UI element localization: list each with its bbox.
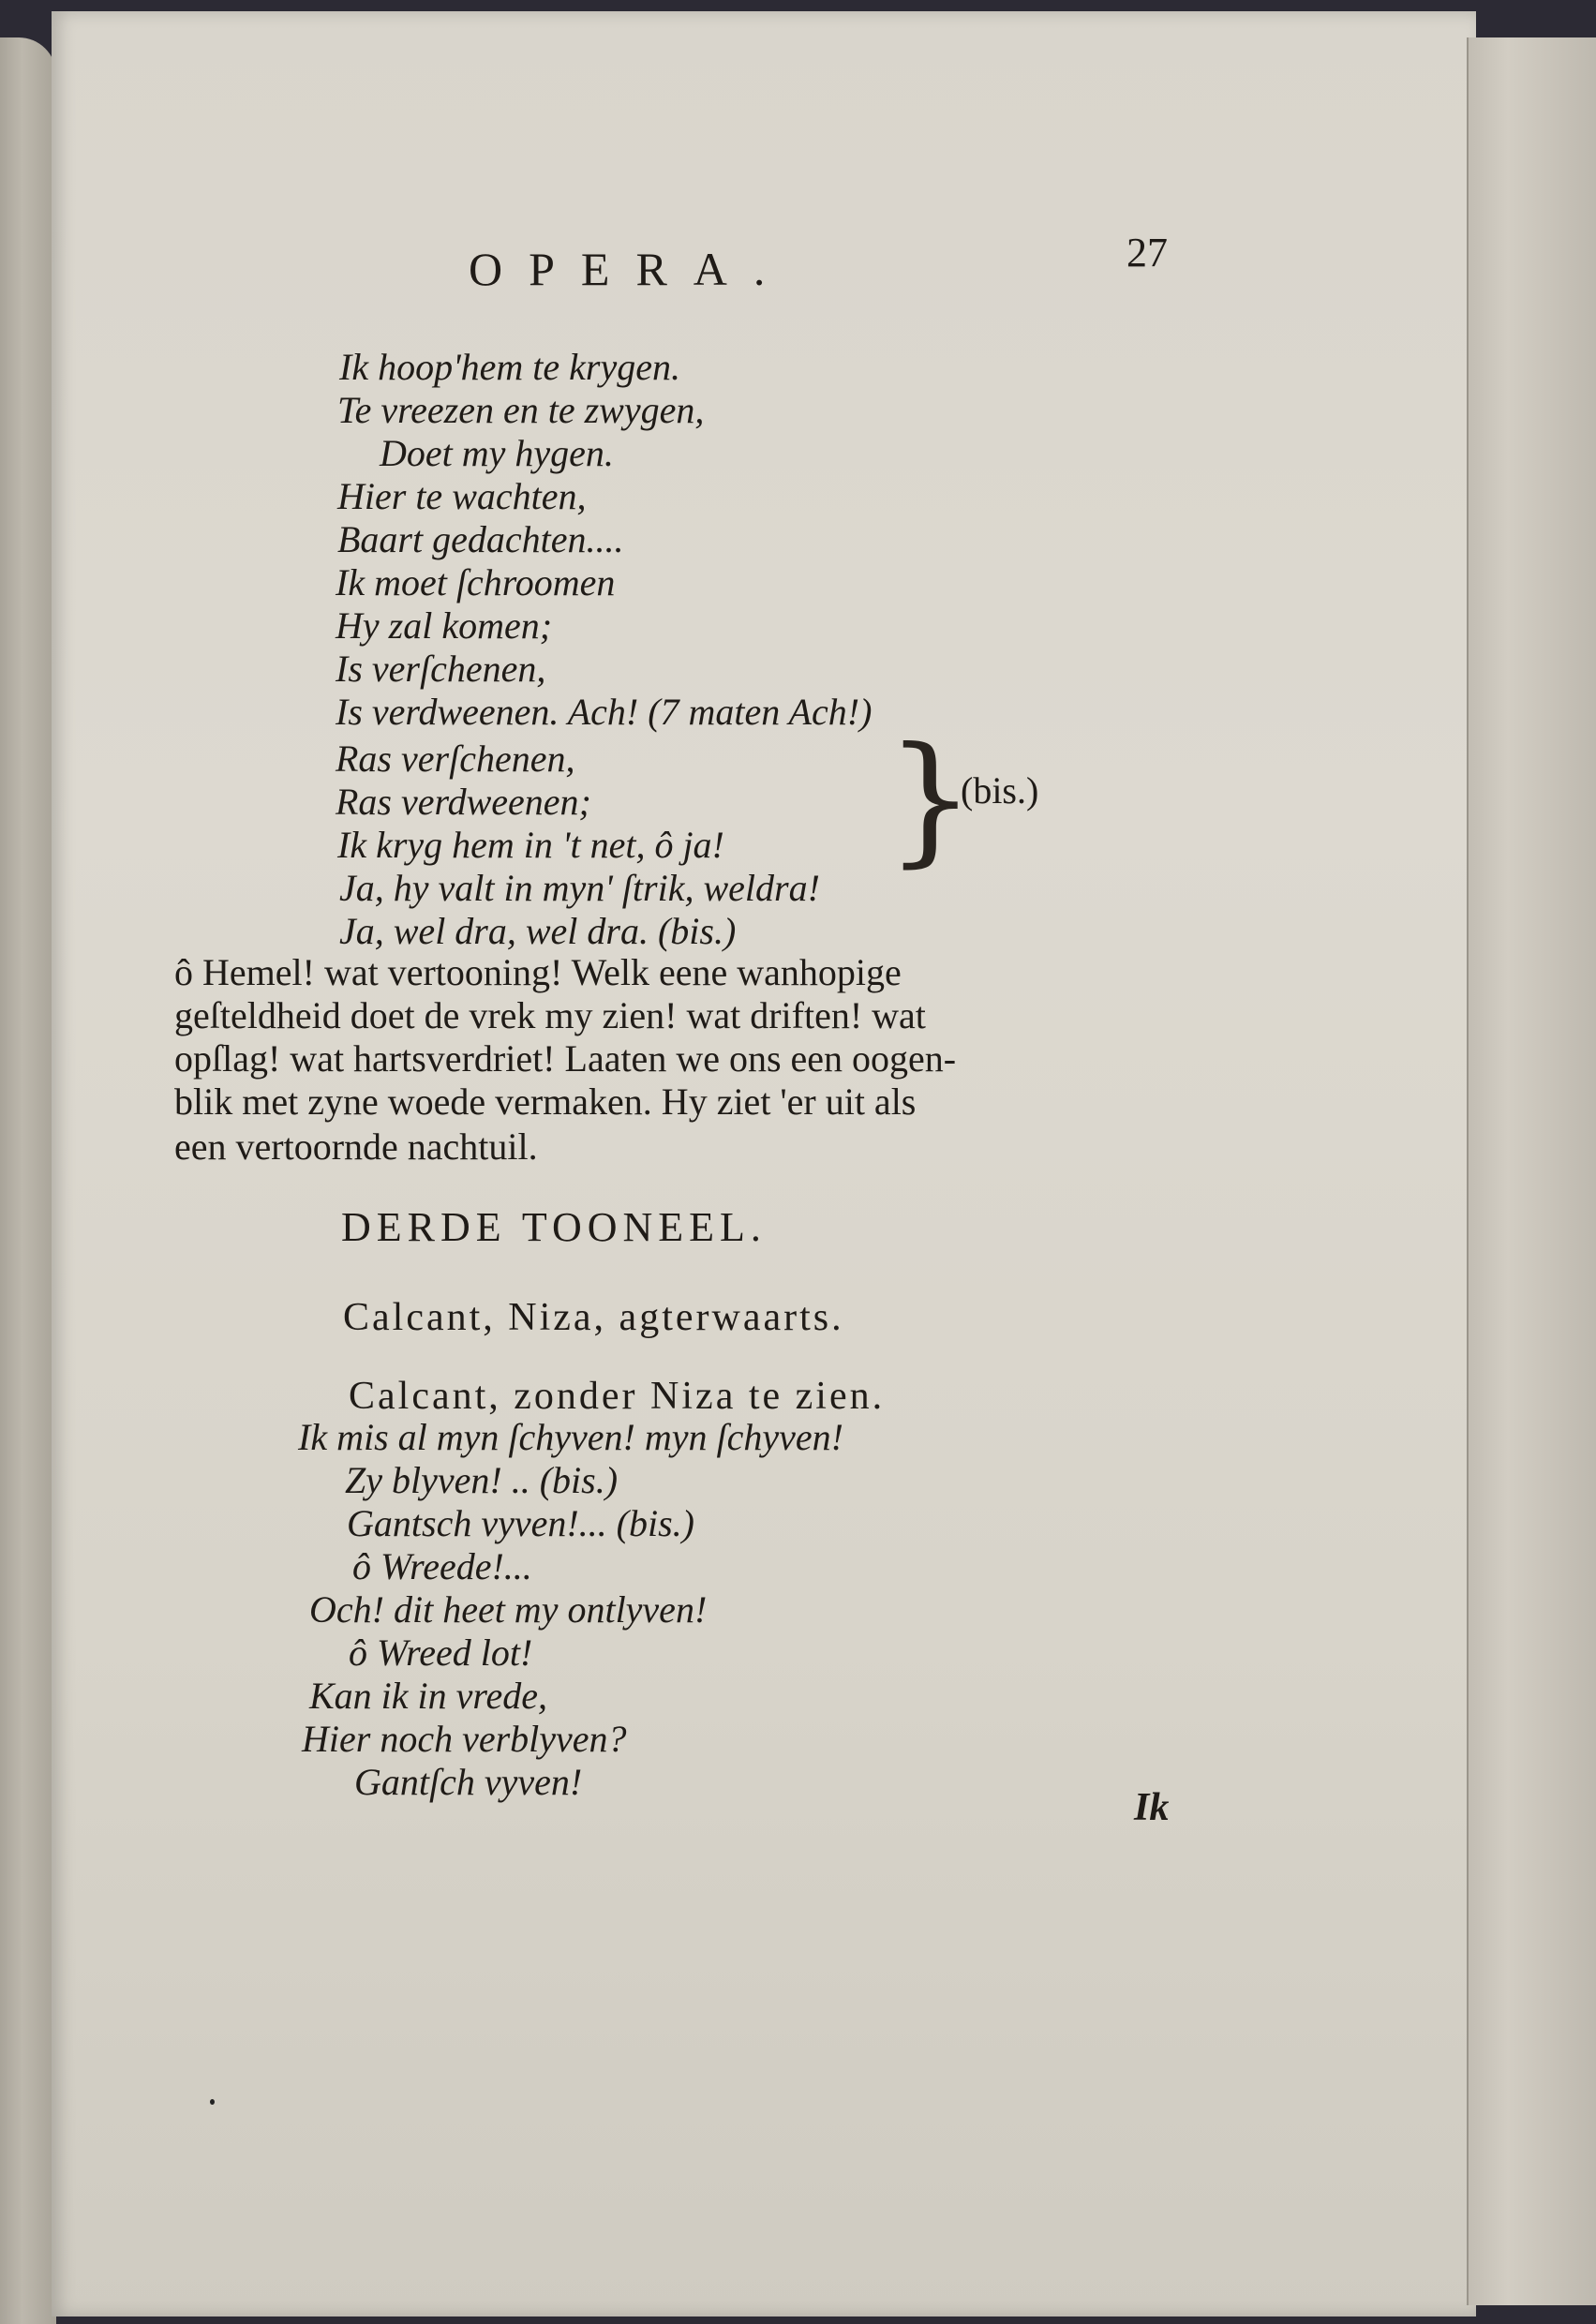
speaker-line: Calcant, zonder Niza te zien. — [349, 1375, 886, 1418]
verse-line: Ras verſchenen, — [336, 737, 575, 780]
verse-line: Ik mis al myn ſchyven! myn ſchyven! — [298, 1416, 843, 1458]
brace-icon: } — [886, 718, 976, 881]
page-number: 27 — [1126, 230, 1168, 276]
prose-line: opſlag! wat hartsverdriet! Laaten we ons een oogen- — [174, 1037, 957, 1080]
verse-line: Ras verdweenen; — [336, 781, 591, 823]
verse-line: Hy zal komen; — [336, 604, 553, 647]
verse-line: Is verſchenen, — [336, 648, 546, 690]
verse-line: ô Wreed lot! — [349, 1631, 533, 1674]
bis-label: (bis.) — [961, 769, 1039, 812]
verse-line: Gantſch vyven! — [354, 1761, 583, 1803]
prose-line: blik met zyne woede vermaken. Hy ziet 'er uit als — [174, 1080, 917, 1123]
verse-line: Baart gedachten.... — [337, 518, 624, 560]
verse-line: Ik hoop'hem te krygen. — [339, 346, 680, 388]
verse-line: Doet my hygen. — [380, 432, 614, 474]
verse-line: Zy blyven! .. (bis.) — [345, 1459, 619, 1501]
verse-line: Ik kryg hem in 't net, ô ja! — [337, 824, 724, 866]
scene-heading: DERDE TOONEEL. — [341, 1204, 767, 1250]
verse-line: Te vreezen en te zwygen, — [337, 389, 705, 431]
verse-line: Ja, wel dra, wel dra. (bis.) — [339, 910, 737, 952]
verse-line: ô Wreede!... — [352, 1545, 532, 1587]
ink-speck — [210, 2099, 215, 2105]
running-header: OPERA. — [469, 243, 792, 295]
character-list: Calcant, Niza, agterwaarts. — [343, 1296, 844, 1339]
verse-line: Ja, hy valt in myn' ſtrik, weldra! — [339, 867, 820, 909]
verse-line: Ik moet ſchroomen — [336, 561, 616, 603]
prose-line: ô Hemel! wat vertooning! Welk eene wanhopige — [174, 951, 902, 993]
prose-line: een vertoornde nachtuil. — [174, 1125, 538, 1168]
verse-line: Hier noch verblyven? — [302, 1718, 627, 1760]
left-page-edge — [0, 37, 56, 2324]
catchword: Ik — [1134, 1786, 1170, 1829]
verse-line: Hier te wachten, — [337, 475, 587, 517]
verse-line: Gantsch vyven!... (bis.) — [347, 1502, 694, 1544]
verse-line: Kan ik in vrede, — [309, 1675, 548, 1717]
verse-line: Is verdweenen. Ach! (7 maten Ach!) — [336, 691, 873, 733]
next-page-edge — [1467, 37, 1596, 2305]
prose-line: geſteldheid doet de vrek my zien! wat driften! wat — [174, 994, 926, 1036]
verse-line: Och! dit heet my ontlyven! — [309, 1588, 708, 1631]
